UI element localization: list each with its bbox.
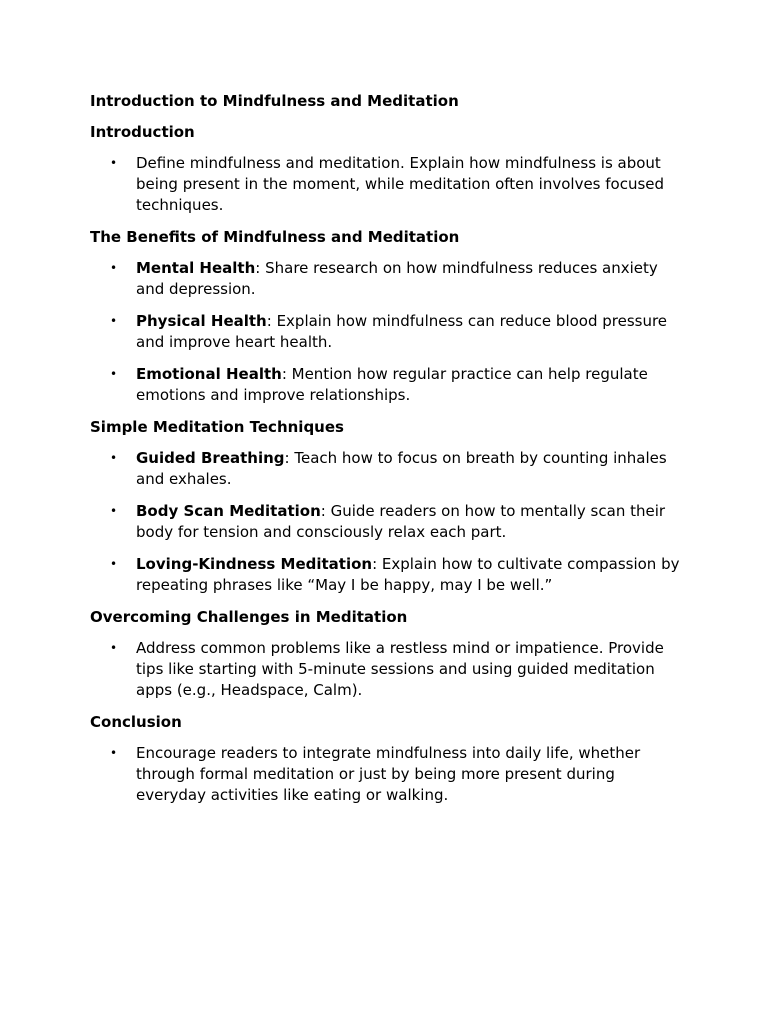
list-item	[90, 364, 680, 406]
list-item	[90, 258, 680, 300]
list-item-text: : Explain how mindfulness can reduce blood pressure and improve heart health.	[136, 312, 668, 351]
bullet-icon: •	[110, 367, 118, 381]
section-list-techniques	[90, 448, 680, 596]
list-item-term: Mental Health	[136, 259, 256, 277]
bullet-icon: •	[110, 504, 118, 518]
list-item	[90, 743, 680, 806]
bullet-icon: •	[110, 641, 118, 655]
bullet-icon: •	[110, 451, 118, 465]
section-list-benefits	[90, 258, 680, 406]
bullet-icon: •	[110, 746, 118, 760]
section-heading-conclusion: Conclusion	[90, 713, 182, 731]
list-item-term: Loving-Kindness Meditation	[136, 555, 373, 573]
list-item-term: Body Scan Meditation	[136, 502, 321, 520]
section-list-challenges	[90, 638, 680, 701]
list-item	[90, 311, 680, 353]
list-item-text: : Share research on how mindfulness reduces anxiety and depression.	[136, 259, 658, 298]
list-item	[90, 153, 680, 216]
list-item-text: : Teach how to focus on breath by counting inhales and exhales.	[136, 449, 667, 488]
section-heading-introduction: Introduction	[90, 123, 195, 141]
bullet-icon: •	[110, 557, 118, 571]
list-item-text: Define mindfulness and meditation. Explain how mindfulness is about being present in the moment, while meditation often involves focused techniques.	[136, 154, 665, 214]
list-item-text: Address common problems like a restless mind or impatience. Provide tips like starting with 5-minute sessions and using guided meditation apps (e.g., Headspace, Calm).	[136, 639, 664, 699]
section-heading-challenges: Overcoming Challenges in Meditation	[90, 608, 408, 626]
section-heading-benefits: The Benefits of Mindfulness and Meditation	[90, 228, 460, 246]
list-item-text: Encourage readers to integrate mindfulness into daily life, whether through formal meditation or just by being more present during everyday activities like eating or walking.	[136, 744, 641, 804]
bullet-icon: •	[110, 314, 118, 328]
list-item	[90, 501, 680, 543]
list-item	[90, 554, 680, 596]
list-item-term: Guided Breathing	[136, 449, 285, 467]
list-item-term: Emotional Health	[136, 365, 282, 383]
bullet-icon: •	[110, 261, 118, 275]
document-page	[90, 91, 680, 817]
list-item-text: : Mention how regular practice can help regulate emotions and improve relationships.	[136, 365, 648, 404]
section-list-introduction	[90, 153, 680, 216]
section-list-conclusion	[90, 743, 680, 806]
section-heading-techniques: Simple Meditation Techniques	[90, 418, 344, 436]
bullet-icon: •	[110, 156, 118, 170]
list-item-text: : Guide readers on how to mentally scan their body for tension and consciously relax each part.	[136, 502, 666, 541]
list-item-term: Physical Health	[136, 312, 267, 330]
list-item	[90, 448, 680, 490]
document-title: Introduction to Mindfulness and Meditation	[90, 92, 459, 110]
list-item-text: : Explain how to cultivate compassion by repeating phrases like “May I be happy, may I be well.”	[136, 555, 680, 594]
list-item	[90, 638, 680, 701]
